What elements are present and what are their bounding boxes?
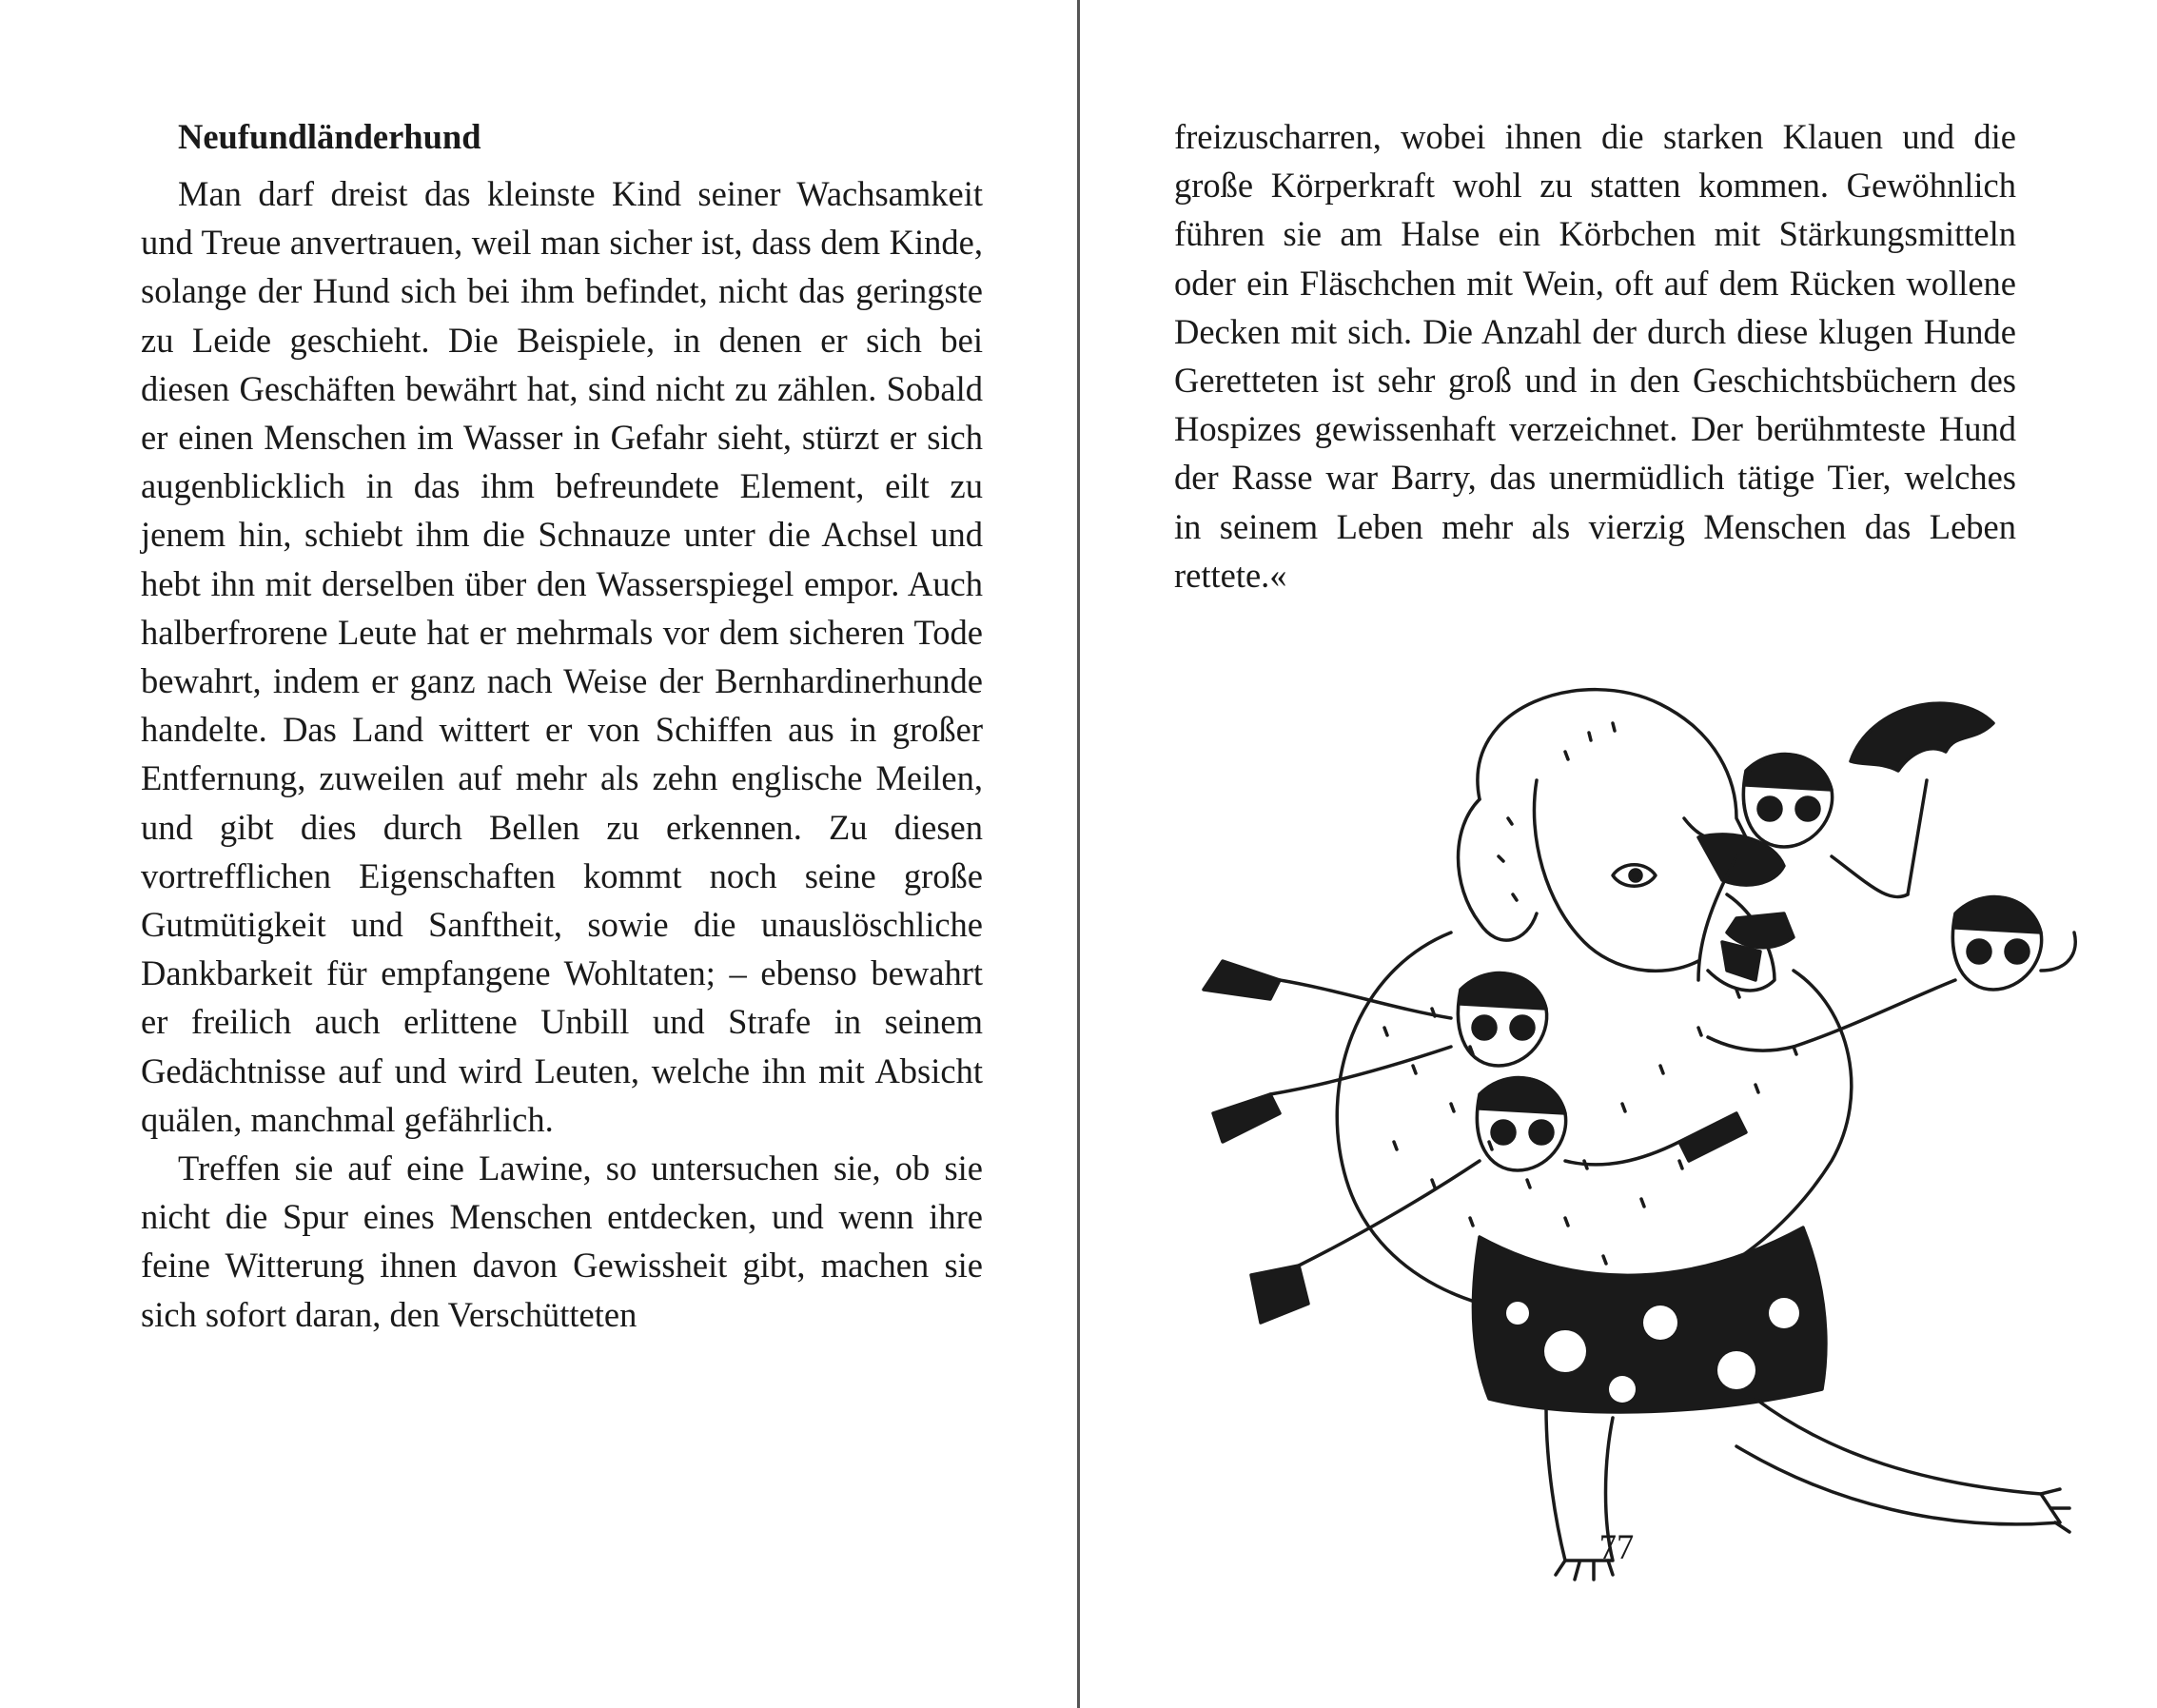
left-text-block bbox=[141, 169, 983, 1339]
right-text-block bbox=[1174, 112, 2016, 599]
paragraph: freizuscharren, wobei ihnen die starken Klauen und die große Körperkraft wohl zu statten kommen. Gewöhnlich führen sie am Halse ein Körbchen mit Stärkungsmitteln oder ein Fläschchen mit Wein, oft auf dem Rücken wollene Decken mit sich. Die Anzahl der durch diese klugen Hunde Geretteten ist sehr groß und in den Geschichtsbüchern des Hospizes gewissenhaft verzeichnet. Der berühmteste Hund der Rasse war Barry, das unermüdlich tätige Tier, welches in seinem Leben mehr als vierzig Menschen das Leben rettete.« bbox=[1174, 117, 2016, 595]
page-number: 77 bbox=[1598, 1527, 1635, 1566]
dog-head bbox=[1459, 690, 1785, 991]
dog-with-swimmers-illustration bbox=[1166, 666, 2157, 1637]
left-page bbox=[0, 0, 1078, 1708]
paragraph: Man darf dreist das kleinste Kind seiner Wachsamkeit und Treue anvertrauen, weil man sicher ist, dass dem Kinde, solange der Hund sich bei ihm befindet, nicht das geringste zu Leide geschieht. Die Beispiele, in denen er sich bei diesen Geschäften bewährt hat, sind nicht zu zählen. Sobald er einen Menschen im Wasser in Gefahr sieht, stürzt er sich augenblicklich in das ihm befreundete Element, eilt zu jenem hin, schiebt ihm die Schnauze unter die Achsel und hebt ihn mit derselben über den Wasserspiegel empor. Auch halberfrorene Leute hat er mehrmals vor dem sicheren Tode bewahrt, indem er ganz nach Weise der Bernhardinerhunde handelte. Das Land wittert er von Schiffen aus in großer Entfernung, zuweilen auf mehr als zehn englische Meilen, und gibt dies durch Bellen zu erkennen. Zu diesen vortrefflichen Eigenschaften kommt noch seine große Gutmütigkeit und Sanftheit, sowie die unauslöschliche Dankbarkeit für empfangene Wohltaten; – ebenso bewahrt er freilich auch erlittene Unbill und Strafe in seinem Gedächtnisse auf und wird Leuten, welche ihn mit Absicht quälen, manchmal gefährlich. bbox=[141, 174, 983, 1139]
paragraph: Treffen sie auf eine Lawine, so untersuchen sie, ob sie nicht die Spur eines Menschen entdecken, und wenn ihre feine Witterung ihnen davon Gewissheit gibt, machen sie sich sofort daran, den Verschütteten bbox=[141, 1148, 983, 1334]
swimmer-left-top bbox=[1204, 961, 1547, 1142]
section-heading: Neufundländerhund bbox=[178, 117, 481, 156]
dog-swim-shorts bbox=[1473, 1227, 1825, 1412]
right-page bbox=[1080, 0, 2157, 1708]
